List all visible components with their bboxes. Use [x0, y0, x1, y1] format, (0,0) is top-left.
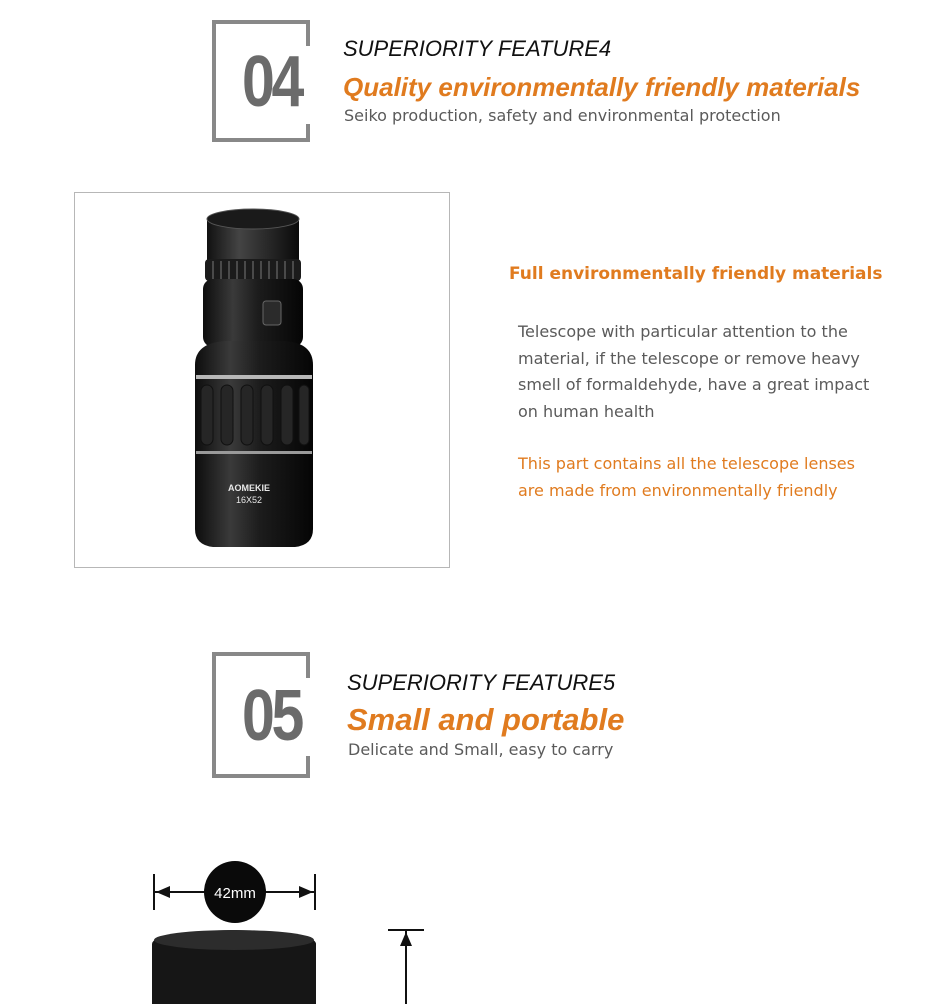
feature4-title: Quality environmentally friendly materials — [343, 72, 861, 102]
feature4-number: 04 — [242, 42, 302, 122]
materials-heading: Full environmentally friendly materials — [509, 264, 883, 284]
materials-note — [518, 451, 888, 504]
arrow-left-icon — [156, 886, 170, 898]
materials-paragraph-line: on human health — [518, 401, 655, 421]
product-image-frame — [74, 192, 450, 568]
monocular-brand-text: AOMEKIE — [227, 483, 271, 493]
materials-paragraph-line: smell of formaldehyde, have a great impact — [518, 375, 870, 394]
feature5-subtitle: Delicate and Small, easy to carry — [348, 740, 614, 759]
feature4-subtitle: Seiko production, safety and environmental protection — [344, 106, 781, 125]
materials-note-line: are made from environmentally friendly — [518, 480, 838, 500]
materials-paragraph — [518, 319, 888, 425]
monocular-model-text: 16X52 — [235, 495, 263, 505]
materials-paragraph-line: material, if the telescope or remove heavy — [518, 348, 860, 368]
feature5-number: 05 — [242, 676, 302, 756]
feature5-title: Small and portable — [347, 702, 625, 737]
diameter-label: 42mm — [214, 885, 256, 902]
feature5-kicker: SUPERIORITY FEATURE5 — [347, 670, 616, 695]
feature4-kicker: SUPERIORITY FEATURE4 — [343, 36, 612, 61]
monocular-image — [75, 193, 449, 567]
arrow-up-icon — [400, 932, 412, 946]
arrow-right-icon — [299, 886, 313, 898]
materials-paragraph-line: Telescope with particular attention to the — [518, 322, 848, 341]
materials-note-line: This part contains all the telescope lenses — [518, 454, 855, 473]
dimension-graphic — [0, 860, 930, 1004]
